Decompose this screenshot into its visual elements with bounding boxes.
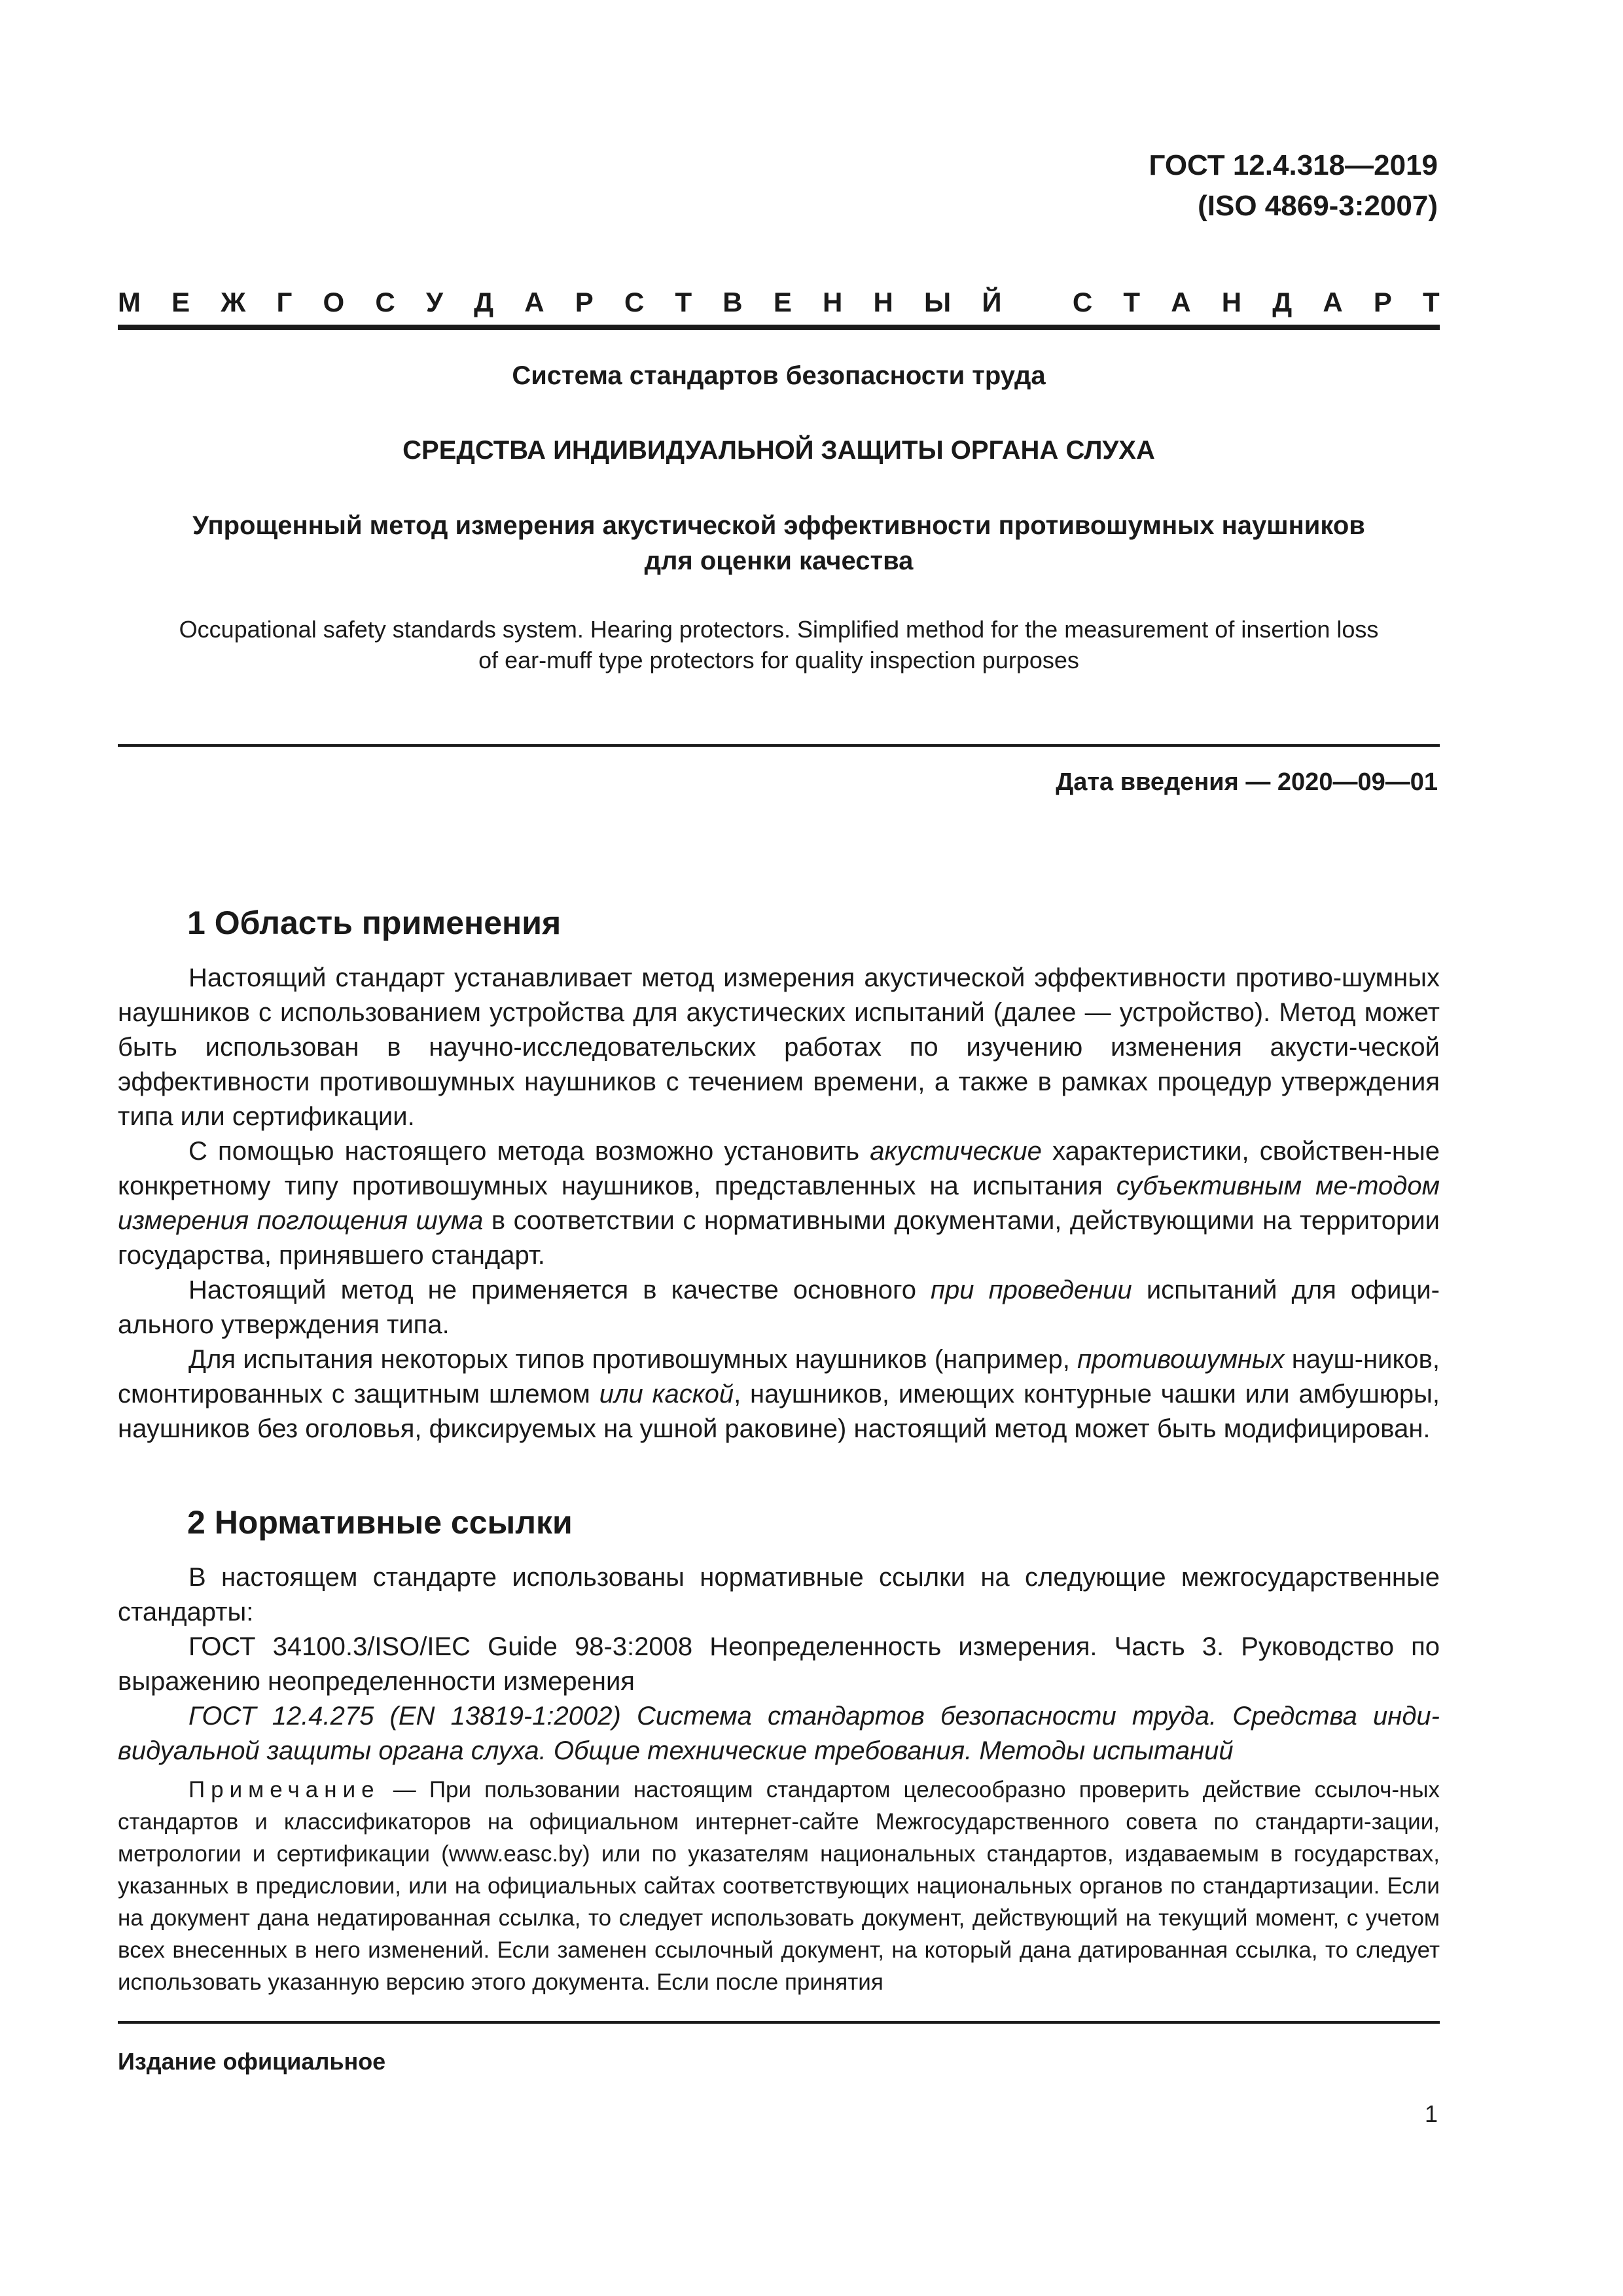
- section-1-heading: 1 Область применения: [187, 905, 562, 941]
- banner-letter: Г: [276, 287, 293, 317]
- banner-letter: О: [323, 287, 345, 317]
- banner-letter: Р: [1373, 287, 1392, 317]
- emphasis: при проведении: [931, 1276, 1132, 1304]
- english-title-line: of ear-muff type protectors for quality inspection purposes: [478, 647, 1079, 673]
- banner-letter: Н: [1221, 287, 1242, 317]
- introduction-date: Дата введения — 2020—09—01: [1056, 768, 1438, 796]
- section-1-paragraph-2: С помощью настоящего метода возможно установить акустические характеристики, свойствен-ные конкретному типу противошумных наушников, представленных на испытания субъективным ме-тодом измерения поглощения шума в соответствии с нормативными документами, действующими на территории государства, принявшего стандарт.: [118, 1137, 1440, 1270]
- banner-letter: Е: [171, 287, 190, 317]
- banner-letter: Н: [873, 287, 893, 317]
- banner-letter: Ж: [221, 287, 246, 317]
- footer-divider: [118, 2021, 1440, 2024]
- standard-code: [1149, 145, 1438, 226]
- subtitle-line: для оценки качества: [644, 547, 914, 575]
- section-2-reference-2: ГОСТ 12.4.275 (EN 13819-1:2002) Система стандартов безопасности труда. Средства инди-видуальной защиты органа слуха. Общие технические требования. Методы испытаний: [118, 1702, 1440, 1765]
- emphasis: или каской: [599, 1380, 734, 1408]
- note-label: Примечание: [188, 1777, 380, 1803]
- banner-letter: Д: [474, 287, 494, 317]
- standard-code-line-1: ГОСТ 12.4.318—2019: [1149, 149, 1438, 181]
- section-1-paragraph-3: Настоящий метод не применяется в качестве основного при проведении испытаний для офици-ального утверждения типа.: [118, 1276, 1440, 1339]
- banner-letter: Т: [1423, 287, 1440, 317]
- section-1-paragraph-4: Для испытания некоторых типов противошумных наушников (например, противошумных науш-ников, смонтированных с защитным шлемом или каской, наушников, имеющих контурные чашки или амбушюры, наушников без оголовья, фиксируемых на ушной раковине) настоящий метод может быть модифицирован.: [118, 1345, 1440, 1443]
- english-title-line: Occupational safety standards system. Hearing protectors. Simplified method for the measurement of insertion loss: [179, 616, 1379, 643]
- emphasis: противошумных: [1077, 1345, 1285, 1374]
- system-title: Система стандартов безопасности труда: [512, 361, 1046, 390]
- official-edition-label: Издание официальное: [118, 2048, 386, 2075]
- banner-letter: Д: [1272, 287, 1293, 317]
- banner-letter: А: [1323, 287, 1343, 317]
- banner-letter: С: [1072, 287, 1093, 317]
- banner-letter: Ы: [924, 287, 952, 317]
- banner-letter: М: [118, 287, 141, 317]
- emphasis: субъективным ме-тодом измерения поглощения шума: [118, 1172, 1440, 1235]
- english-title: [118, 614, 1440, 675]
- section-1-paragraph-1: Настоящий стандарт устанавливает метод измерения акустической эффективности противо-шумных наушников с использованием устройства для акустических испытаний (далее — устройство). Метод может быть использован в научно-исследовательских работах по изучению изменения акусти-ческой эффективности противошумных наушников с течением времени, а также в рамках процедур утверждения типа или сертификации.: [118, 963, 1440, 1131]
- banner-letter: В: [722, 287, 743, 317]
- emphasis: акустические: [870, 1137, 1042, 1166]
- document-subtitle: [118, 508, 1440, 579]
- banner-letter: Е: [773, 287, 792, 317]
- header-divider: [118, 325, 1440, 330]
- banner-letter: С: [375, 287, 395, 317]
- subtitle-line: Упрощенный метод измерения акустической эффективности противошумных наушников: [192, 511, 1365, 540]
- banner-letter: Т: [675, 287, 692, 317]
- title-divider: [118, 744, 1440, 747]
- section-2-note: Примечание — При пользовании настоящим стандартом целесообразно проверить действие ссылоч-ных стандартов и классификаторов на официальном интернет-сайте Межгосударственного совета по стандарти-зации, метрологии и сертификации (www.easc.by) или по указателям национальных стандартов, издаваемым в государствах, указанных в предисловии, или на официальных сайтах соответствующих национальных органов по стандартизации. Если на документ дана недатированная ссылка, то следует использовать документ, действующий на текущий момент, с учетом всех внесенных в него изменений. Если заменен ссылочный документ, на который дана датированная ссылка, то следует использовать указанную версию этого документа. Если после принятия: [118, 1777, 1440, 1995]
- banner-letter: У: [425, 287, 443, 317]
- banner-letter: А: [1171, 287, 1191, 317]
- section-2-reference-1: ГОСТ 34100.3/ISO/IEC Guide 98-3:2008 Неопределенность измерения. Часть 3. Руководство по выражению неопределенности измерения: [118, 1632, 1440, 1696]
- banner-gap: [1033, 285, 1042, 319]
- section-2-paragraph-1: В настоящем стандарте использованы нормативные ссылки на следующие межгосударственные стандарты:: [118, 1563, 1440, 1626]
- banner-letter: Н: [823, 287, 843, 317]
- page-number: 1: [1424, 2100, 1438, 2127]
- banner-letter: Й: [982, 287, 1002, 317]
- interstate-standard-banner: [118, 285, 1440, 319]
- banner-letter: Р: [575, 287, 594, 317]
- banner-letter: Т: [1123, 287, 1141, 317]
- section-2-heading: 2 Нормативные ссылки: [187, 1504, 573, 1541]
- document-main-title: СРЕДСТВА ИНДИВИДУАЛЬНОЙ ЗАЩИТЫ ОРГАНА СЛУХА: [402, 436, 1155, 465]
- banner-letter: А: [524, 287, 544, 317]
- standard-code-line-2: (ISO 4869-3:2007): [1198, 190, 1438, 222]
- banner-letter: С: [624, 287, 645, 317]
